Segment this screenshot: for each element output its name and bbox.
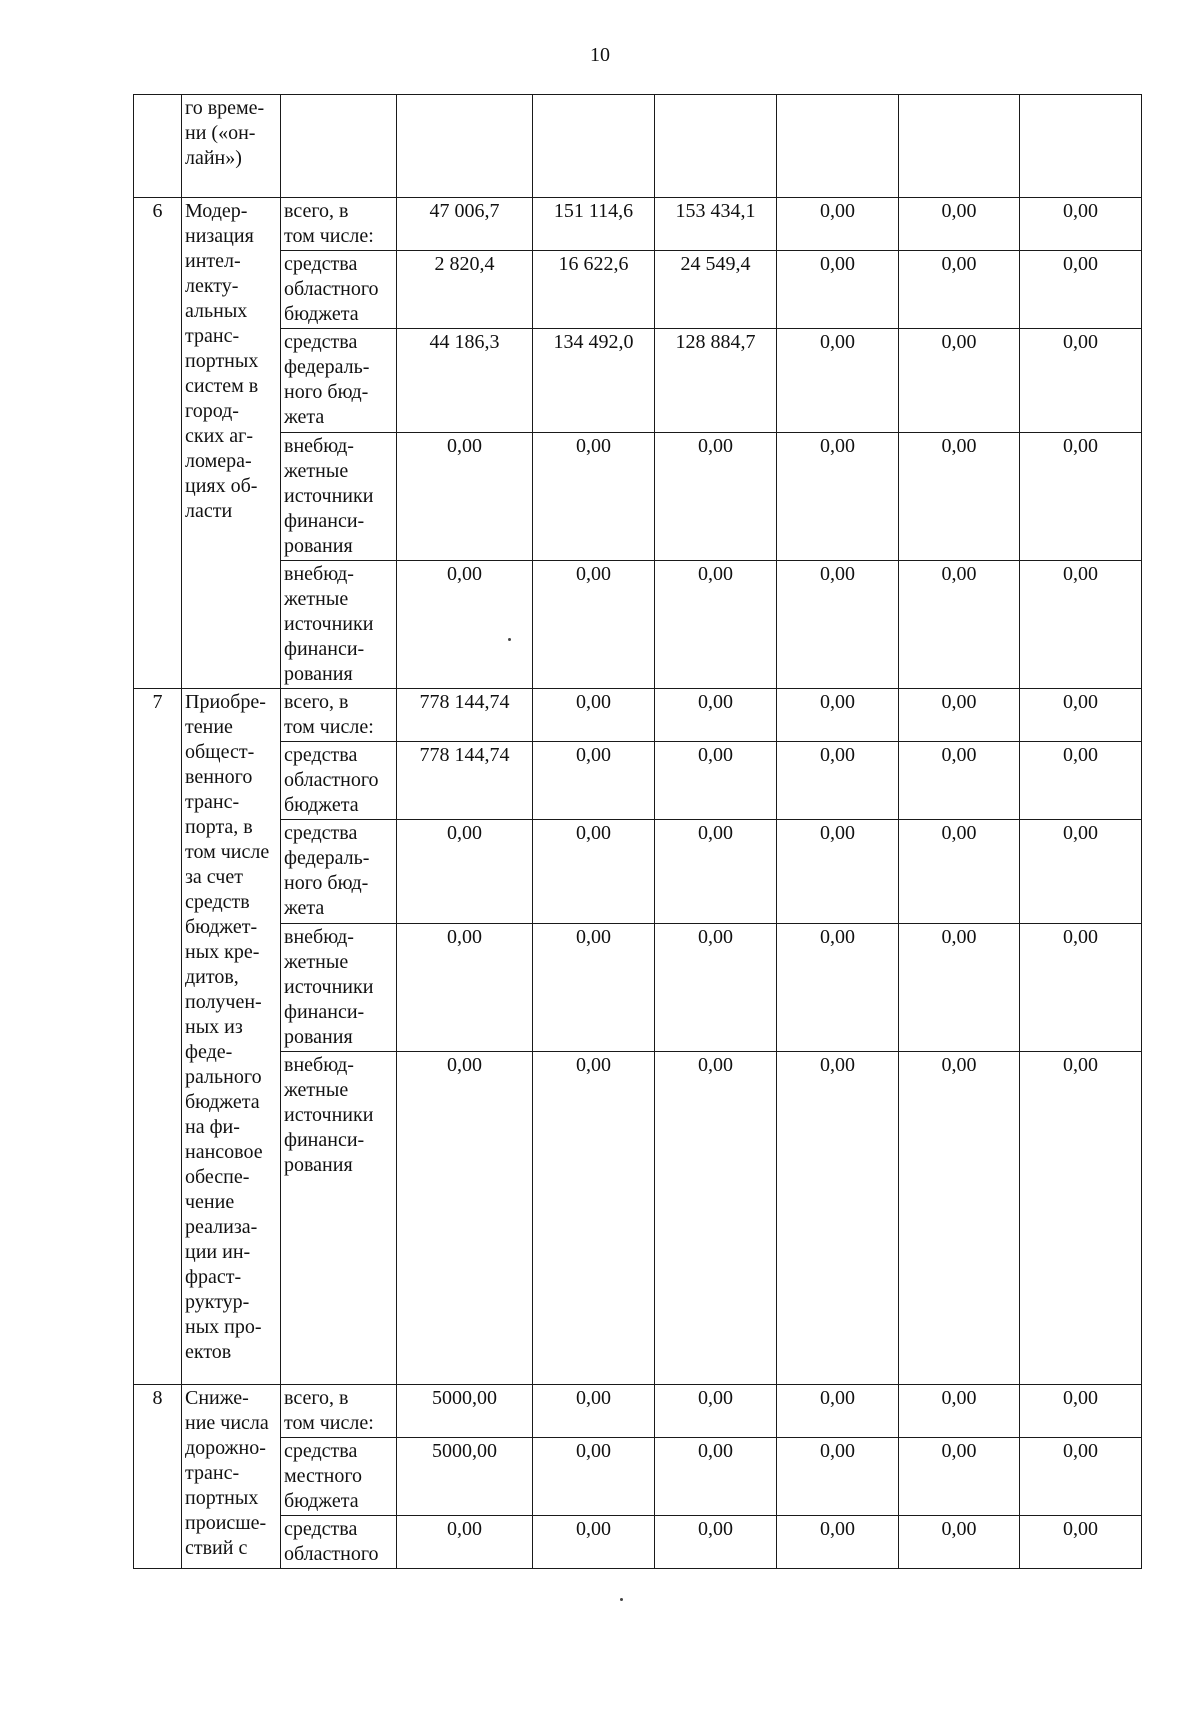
funding-source-line: финанси-: [284, 1001, 365, 1023]
table-row: [134, 924, 1142, 1052]
amount-cell: 0,00: [1020, 1438, 1142, 1516]
funding-source-line: средства: [284, 253, 358, 275]
amount-cell: 0,00: [533, 1052, 655, 1385]
funding-source-line: средства: [284, 331, 358, 353]
measure-name-line: низация: [185, 225, 254, 247]
amount-cell: 0,00: [777, 198, 899, 251]
measure-name-line: средств: [185, 891, 250, 913]
table-row: [134, 198, 1142, 251]
amount-cell: 0,00: [533, 689, 655, 742]
measure-name-line: бюджет-: [185, 916, 258, 938]
measure-name-line: обеспе-: [185, 1166, 250, 1188]
table-row: [134, 251, 1142, 329]
amount-cell: 0,00: [1020, 924, 1142, 1052]
funding-source-line: средства: [284, 1518, 358, 1540]
amount-cell: 0,00: [777, 742, 899, 820]
measure-name-line: систем в: [185, 375, 259, 397]
funding-source-line: федераль-: [284, 356, 370, 378]
amount-cell: 0,00: [533, 820, 655, 924]
table-row: [134, 1052, 1142, 1385]
page-number: 10: [590, 44, 610, 66]
measure-name: [182, 198, 281, 689]
amount-cell: 0,00: [1020, 689, 1142, 742]
table-row: [134, 561, 1142, 689]
measure-name-line: тение: [185, 716, 233, 738]
amount-cell: 0,00: [899, 1516, 1020, 1569]
amount-cell: 0,00: [777, 820, 899, 924]
measure-name-line: портных: [185, 350, 259, 372]
funding-source: [281, 251, 397, 329]
amount-cell: 0,00: [777, 1052, 899, 1385]
measure-name-line: лекту-: [185, 275, 239, 297]
measure-name: [182, 1385, 281, 1569]
amount-cell: 0,00: [397, 820, 533, 924]
amount-cell: 0,00: [1020, 1052, 1142, 1385]
funding-source-line: внебюд-: [284, 563, 354, 585]
amount-cell: 128 884,7: [655, 329, 777, 433]
funding-source-line: жета: [284, 897, 325, 919]
measure-name-line: го време-: [185, 97, 265, 119]
measure-name-line: ласти: [185, 500, 233, 522]
row-number: 6: [134, 198, 182, 689]
measure-name-line: рального: [185, 1066, 262, 1088]
amount-cell: 47 006,7: [397, 198, 533, 251]
funding-source-line: областного: [284, 278, 379, 300]
funding-source-line: всего, в: [284, 200, 349, 222]
measure-name-line: Сниже-: [185, 1387, 249, 1409]
measure-name-line: транс-: [185, 1462, 240, 1484]
funding-source-line: внебюд-: [284, 435, 354, 457]
table-row: [134, 1438, 1142, 1516]
amount-cell: 0,00: [1020, 198, 1142, 251]
measure-name-line: нансовое: [185, 1141, 263, 1163]
measure-name-line: ломера-: [185, 450, 252, 472]
funding-source-line: ного бюд-: [284, 381, 369, 403]
amount-cell: [397, 95, 533, 198]
amount-cell: 5000,00: [397, 1438, 533, 1516]
amount-cell: 0,00: [397, 1516, 533, 1569]
measure-name-line: руктур-: [185, 1291, 250, 1313]
funding-source-line: всего, в: [284, 1387, 349, 1409]
measure-name-line: чение: [185, 1191, 235, 1213]
funding-table: [133, 94, 1142, 1569]
funding-source-line: бюджета: [284, 303, 359, 325]
amount-cell: 0,00: [899, 924, 1020, 1052]
amount-cell: 0,00: [397, 433, 533, 561]
funding-source-line: местного: [284, 1465, 363, 1487]
funding-source: [281, 1385, 397, 1438]
funding-source-line: рования: [284, 535, 353, 557]
funding-source-line: финанси-: [284, 510, 365, 532]
funding-source-line: внебюд-: [284, 1054, 354, 1076]
table-row: [134, 433, 1142, 561]
measure-name-line: феде-: [185, 1041, 233, 1063]
amount-cell: [899, 95, 1020, 198]
funding-source-line: областного: [284, 1543, 379, 1565]
funding-source-line: источники: [284, 485, 374, 507]
table-row: [134, 742, 1142, 820]
measure-name-line: ектов: [185, 1341, 232, 1363]
measure-name-line: получен-: [185, 991, 262, 1013]
measure-name: [182, 689, 281, 1385]
amount-cell: 0,00: [899, 251, 1020, 329]
table-row: [134, 820, 1142, 924]
amount-cell: 0,00: [1020, 433, 1142, 561]
amount-cell: 0,00: [655, 1052, 777, 1385]
amount-cell: 0,00: [533, 433, 655, 561]
measure-name-line: ни («он-: [185, 122, 256, 144]
measure-name-line: ных кре-: [185, 941, 260, 963]
measure-name-line: фраст-: [185, 1266, 242, 1288]
measure-name-line: город-: [185, 400, 239, 422]
amount-cell: 778 144,74: [397, 689, 533, 742]
amount-cell: 0,00: [1020, 561, 1142, 689]
funding-source-line: том числе:: [284, 1412, 374, 1434]
amount-cell: 153 434,1: [655, 198, 777, 251]
measure-name-line: порта, в: [185, 816, 253, 838]
amount-cell: 5000,00: [397, 1385, 533, 1438]
funding-source-line: рования: [284, 663, 353, 685]
amount-cell: 0,00: [655, 1385, 777, 1438]
funding-source-line: рования: [284, 1154, 353, 1176]
amount-cell: 0,00: [655, 433, 777, 561]
measure-name: [182, 95, 281, 198]
measure-name-line: происше-: [185, 1512, 267, 1534]
scan-speck: [620, 1598, 623, 1601]
funding-source-line: средства: [284, 1440, 358, 1462]
amount-cell: 0,00: [533, 1385, 655, 1438]
measure-name-line: транс-: [185, 791, 240, 813]
measure-name-line: ских аг-: [185, 425, 254, 447]
funding-source: [281, 1052, 397, 1385]
amount-cell: 778 144,74: [397, 742, 533, 820]
amount-cell: 0,00: [899, 1052, 1020, 1385]
funding-source-line: жетные: [284, 951, 349, 973]
amount-cell: 0,00: [655, 1438, 777, 1516]
row-number: [134, 95, 182, 198]
table-row: [134, 95, 1142, 198]
measure-name-line: реализа-: [185, 1216, 258, 1238]
funding-source: [281, 820, 397, 924]
amount-cell: 0,00: [899, 561, 1020, 689]
amount-cell: 0,00: [655, 1516, 777, 1569]
funding-source-line: федераль-: [284, 847, 370, 869]
measure-name-line: дитов,: [185, 966, 239, 988]
amount-cell: 0,00: [899, 689, 1020, 742]
measure-name-line: Модер-: [185, 200, 248, 222]
amount-cell: 0,00: [899, 1385, 1020, 1438]
measure-name-line: Приобре-: [185, 691, 266, 713]
funding-source-line: источники: [284, 976, 374, 998]
funding-source: [281, 1516, 397, 1569]
amount-cell: 0,00: [1020, 820, 1142, 924]
amount-cell: 0,00: [1020, 329, 1142, 433]
measure-name-line: ние числа: [185, 1412, 269, 1434]
funding-source: [281, 1438, 397, 1516]
funding-source-line: том числе:: [284, 716, 374, 738]
funding-source-line: финанси-: [284, 1129, 365, 1151]
amount-cell: [655, 95, 777, 198]
amount-cell: [777, 95, 899, 198]
measure-name-line: венного: [185, 766, 253, 788]
measure-name-line: интел-: [185, 250, 241, 272]
measure-name-line: за счет: [185, 866, 243, 888]
amount-cell: 0,00: [397, 924, 533, 1052]
funding-source: [281, 95, 397, 198]
amount-cell: 0,00: [655, 742, 777, 820]
measure-name-line: общест-: [185, 741, 255, 763]
funding-source-line: средства: [284, 744, 358, 766]
row-number: 8: [134, 1385, 182, 1569]
amount-cell: 16 622,6: [533, 251, 655, 329]
amount-cell: 0,00: [533, 924, 655, 1052]
amount-cell: 44 186,3: [397, 329, 533, 433]
amount-cell: 0,00: [777, 329, 899, 433]
table-row: [134, 329, 1142, 433]
amount-cell: 134 492,0: [533, 329, 655, 433]
funding-source-line: внебюд-: [284, 926, 354, 948]
table-row: [134, 689, 1142, 742]
funding-source-line: жетные: [284, 460, 349, 482]
amount-cell: 0,00: [777, 433, 899, 561]
measure-name-line: циях об-: [185, 475, 258, 497]
table-row: [134, 1516, 1142, 1569]
measure-name-line: на фи-: [185, 1116, 240, 1138]
amount-cell: 0,00: [777, 1516, 899, 1569]
amount-cell: 151 114,6: [533, 198, 655, 251]
table-row: [134, 1385, 1142, 1438]
measure-name-line: транс-: [185, 325, 240, 347]
funding-source-line: жетные: [284, 588, 349, 610]
amount-cell: 0,00: [655, 820, 777, 924]
amount-cell: 2 820,4: [397, 251, 533, 329]
funding-source: [281, 198, 397, 251]
scan-speck: [508, 638, 511, 641]
funding-source-line: рования: [284, 1026, 353, 1048]
funding-source-line: источники: [284, 1104, 374, 1126]
amount-cell: 0,00: [899, 198, 1020, 251]
measure-name-line: ции ин-: [185, 1241, 251, 1263]
funding-source: [281, 561, 397, 689]
amount-cell: 0,00: [655, 924, 777, 1052]
amount-cell: 0,00: [899, 820, 1020, 924]
funding-source-line: бюджета: [284, 1490, 359, 1512]
amount-cell: 0,00: [533, 1438, 655, 1516]
funding-source-line: том числе:: [284, 225, 374, 247]
amount-cell: 0,00: [777, 1385, 899, 1438]
funding-source: [281, 329, 397, 433]
amount-cell: 24 549,4: [655, 251, 777, 329]
amount-cell: 0,00: [777, 561, 899, 689]
amount-cell: 0,00: [777, 689, 899, 742]
amount-cell: 0,00: [397, 561, 533, 689]
amount-cell: [533, 95, 655, 198]
funding-source: [281, 742, 397, 820]
measure-name-line: дорожно-: [185, 1437, 266, 1459]
amount-cell: 0,00: [533, 561, 655, 689]
measure-name-line: ных про-: [185, 1316, 262, 1338]
measure-name-line: том числе: [185, 841, 270, 863]
amount-cell: 0,00: [777, 251, 899, 329]
measure-name-line: лайн»): [185, 147, 242, 169]
amount-cell: 0,00: [899, 433, 1020, 561]
funding-source-line: жетные: [284, 1079, 349, 1101]
amount-cell: 0,00: [655, 689, 777, 742]
funding-source: [281, 433, 397, 561]
funding-source-line: бюджета: [284, 794, 359, 816]
funding-source-line: жета: [284, 406, 325, 428]
amount-cell: [1020, 95, 1142, 198]
amount-cell: 0,00: [533, 742, 655, 820]
amount-cell: 0,00: [777, 1438, 899, 1516]
measure-name-line: альных: [185, 300, 248, 322]
funding-source-line: ного бюд-: [284, 872, 369, 894]
funding-source-line: средства: [284, 822, 358, 844]
amount-cell: 0,00: [533, 1516, 655, 1569]
measure-name-line: ных из: [185, 1016, 243, 1038]
measure-name-line: портных: [185, 1487, 259, 1509]
funding-source-line: всего, в: [284, 691, 349, 713]
measure-name-line: бюджета: [185, 1091, 260, 1113]
row-number: 7: [134, 689, 182, 1385]
amount-cell: 0,00: [397, 1052, 533, 1385]
amount-cell: 0,00: [777, 924, 899, 1052]
amount-cell: 0,00: [1020, 251, 1142, 329]
amount-cell: 0,00: [899, 742, 1020, 820]
funding-source-line: финанси-: [284, 638, 365, 660]
measure-name-line: ствий с: [185, 1537, 248, 1559]
amount-cell: 0,00: [1020, 742, 1142, 820]
amount-cell: 0,00: [899, 1438, 1020, 1516]
funding-source-line: областного: [284, 769, 379, 791]
amount-cell: 0,00: [655, 561, 777, 689]
funding-source-line: источники: [284, 613, 374, 635]
amount-cell: 0,00: [899, 329, 1020, 433]
funding-source: [281, 689, 397, 742]
amount-cell: 0,00: [1020, 1385, 1142, 1438]
amount-cell: 0,00: [1020, 1516, 1142, 1569]
funding-source: [281, 924, 397, 1052]
